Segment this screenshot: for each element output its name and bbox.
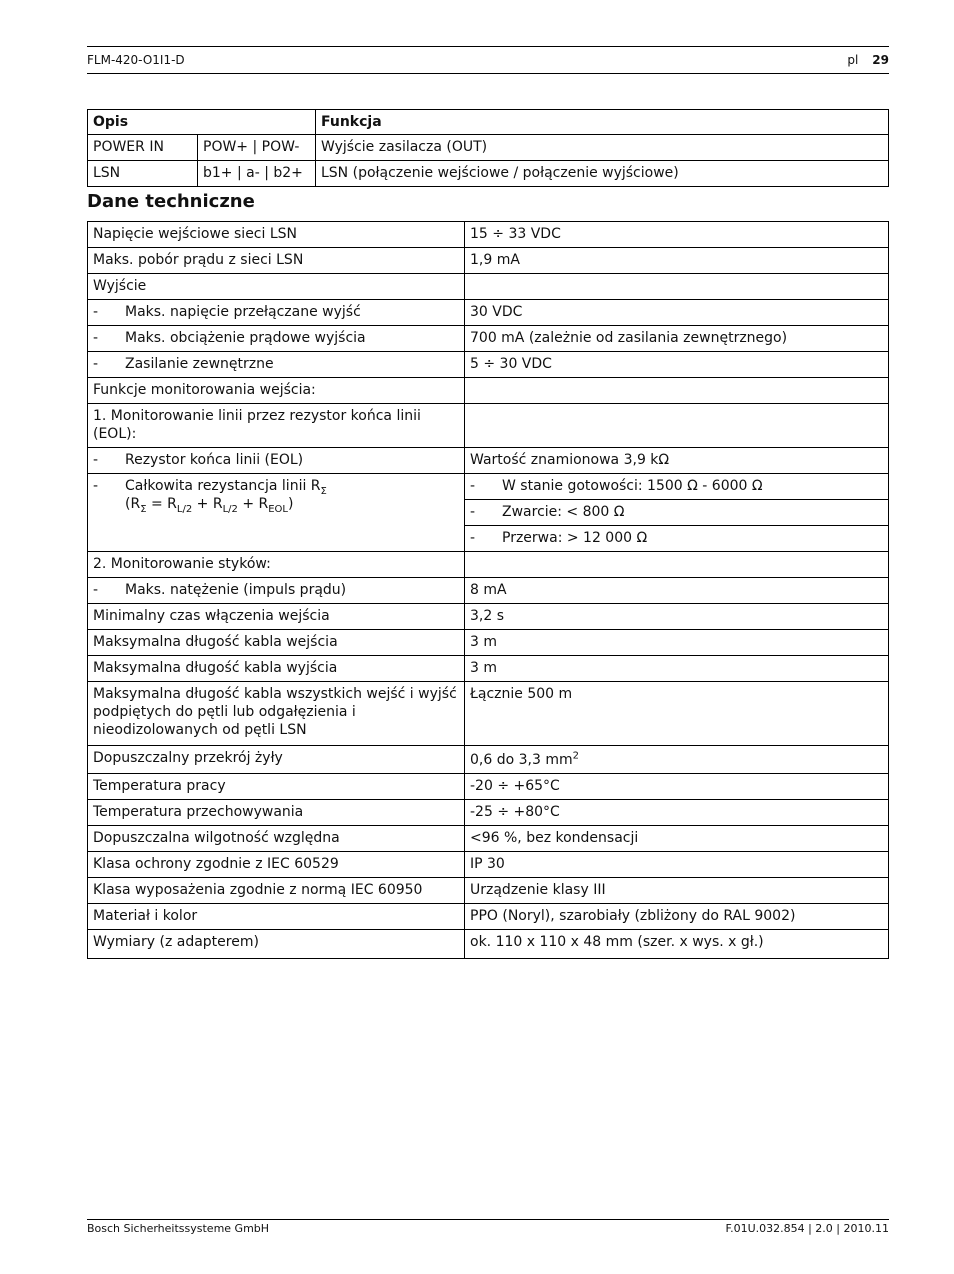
spec-value: 30 VDC [465, 300, 889, 326]
spec-value: Urządzenie klasy III [465, 878, 889, 904]
table-row [88, 800, 889, 826]
formula-part: (R [125, 496, 141, 512]
table-row [88, 300, 889, 326]
spec-label: Minimalny czas włączenia wejścia [88, 604, 465, 630]
table-row [88, 222, 889, 248]
table-row [88, 274, 889, 300]
spec-label: Maks. obciążenie prądowe wyjścia [125, 330, 366, 346]
table-row [88, 630, 889, 656]
formula-part: = R [146, 496, 177, 512]
connection-name: LSN [88, 161, 198, 187]
spec-label: Wyjście [88, 274, 465, 300]
list-dash: - [470, 478, 476, 494]
table-row [88, 904, 889, 930]
formula-subscript: L/2 [222, 503, 238, 515]
language-code: pl [847, 53, 859, 67]
resistance-formula [93, 495, 459, 513]
spec-label-cell [88, 300, 465, 326]
column-header-funkcja: Funkcja [316, 110, 889, 135]
spec-value: 8 mA [465, 578, 889, 604]
spec-label: Dopuszczalna wilgotność względna [88, 826, 465, 852]
spec-value: W stanie gotowości: 1500 Ω - 6000 Ω [502, 478, 763, 494]
specifications-table [87, 221, 889, 959]
list-dash: - [93, 582, 99, 598]
spec-label: Zasilanie zewnętrzne [125, 356, 274, 372]
table-row [88, 682, 889, 746]
spec-value-cell [465, 474, 889, 500]
table-row [88, 930, 889, 959]
spec-label: Maksymalna długość kabla wszystkich wejść i wyjść podpiętych do pętli lub odgałęzienia i nieodizolowanych od pętli LSN [88, 682, 465, 746]
table-row [88, 135, 889, 161]
page-footer [87, 1219, 889, 1235]
spec-label: Materiał i kolor [88, 904, 465, 930]
spec-label: Dopuszczalny przekrój żyły [88, 746, 465, 774]
list-dash: - [470, 530, 476, 546]
spec-label: Klasa wyposażenia zgodnie z normą IEC 60950 [88, 878, 465, 904]
connection-name: POWER IN [88, 135, 198, 161]
sigma-subscript: Σ [320, 485, 327, 497]
spec-label: Funkcje monitorowania wejścia: [88, 378, 465, 404]
spec-label: Klasa ochrony zgodnie z IEC 60529 [88, 852, 465, 878]
formula-part: ) [288, 496, 294, 512]
spec-label: 2. Monitorowanie styków: [88, 552, 465, 578]
spec-label: Temperatura przechowywania [88, 800, 465, 826]
spec-value: Przerwa: > 12 000 Ω [502, 530, 648, 546]
company-name: Bosch Sicherheitssysteme GmbH [87, 1222, 270, 1235]
spec-value [465, 552, 889, 578]
list-dash: - [93, 478, 99, 494]
spec-label: Maks. pobór prądu z sieci LSN [88, 248, 465, 274]
table-row [88, 656, 889, 682]
spec-label: Maksymalna długość kabla wyjścia [88, 656, 465, 682]
spec-label: Maksymalna długość kabla wejścia [88, 630, 465, 656]
spec-label: Maks. napięcie przełączane wyjść [125, 304, 361, 320]
spec-value: ok. 110 x 110 x 48 mm (szer. x wys. x gł.) [465, 930, 889, 959]
table-row [88, 746, 889, 774]
spec-label-wrap [125, 477, 327, 495]
connections-table [87, 109, 889, 187]
list-dash: - [93, 356, 99, 372]
spec-value [465, 404, 889, 448]
table-row [88, 878, 889, 904]
spec-label: Temperatura pracy [88, 774, 465, 800]
spec-value: Łącznie 500 m [465, 682, 889, 746]
spec-label-cell [88, 578, 465, 604]
spec-value: Wartość znamionowa 3,9 kΩ [465, 448, 889, 474]
spec-value: 3 m [465, 630, 889, 656]
spec-value: 5 ÷ 30 VDC [465, 352, 889, 378]
spec-value: 0,6 do 3,3 mm [470, 752, 573, 768]
spec-value: 1,9 mA [465, 248, 889, 274]
table-row [88, 448, 889, 474]
spec-value: Zwarcie: < 800 Ω [502, 504, 625, 520]
spec-label-cell [88, 326, 465, 352]
spec-label: Całkowita rezystancja linii R [125, 478, 321, 494]
table-row [88, 826, 889, 852]
table-row [88, 852, 889, 878]
formula-subscript: Σ [140, 503, 147, 515]
spec-value: PPO (Noryl), szarobiały (zbliżony do RAL 9002) [465, 904, 889, 930]
table-row [88, 552, 889, 578]
spec-value: 15 ÷ 33 VDC [465, 222, 889, 248]
formula-subscript: EOL [268, 503, 288, 515]
list-dash: - [93, 304, 99, 320]
page-header [87, 46, 889, 74]
spec-value-cell [465, 500, 889, 526]
table-row [88, 404, 889, 448]
document-reference: F.01U.032.854 | 2.0 | 2010.11 [725, 1222, 889, 1235]
spec-label-cell [88, 352, 465, 378]
spec-value-cell [465, 746, 889, 774]
list-dash: - [93, 452, 99, 468]
spec-value [465, 274, 889, 300]
connection-function: LSN (połączenie wejściowe / połączenie wyjściowe) [316, 161, 889, 187]
table-row [88, 578, 889, 604]
list-dash: - [470, 504, 476, 520]
table-row [88, 474, 889, 500]
spec-label: Wymiary (z adapterem) [88, 930, 465, 959]
spec-label: Rezystor końca linii (EOL) [125, 452, 304, 468]
section-title: Dane techniczne [87, 191, 255, 212]
table-row [88, 326, 889, 352]
connection-terminals: b1+ | a- | b2+ [198, 161, 316, 187]
spec-label: Napięcie wejściowe sieci LSN [88, 222, 465, 248]
column-header-opis: Opis [88, 110, 316, 135]
connection-function: Wyjście zasilacza (OUT) [316, 135, 889, 161]
list-dash: - [93, 330, 99, 346]
header-right [847, 53, 889, 67]
table-row [88, 378, 889, 404]
spec-value-cell [465, 526, 889, 552]
spec-value: <96 %, bez kondensacji [465, 826, 889, 852]
spec-value: IP 30 [465, 852, 889, 878]
table-row [88, 161, 889, 187]
spec-value [465, 378, 889, 404]
spec-value: -20 ÷ +65°C [465, 774, 889, 800]
formula-subscript: L/2 [176, 503, 193, 515]
doc-code: FLM-420-O1I1-D [87, 53, 185, 67]
table-row [88, 604, 889, 630]
spec-label-cell [88, 448, 465, 474]
spec-label-cell [88, 474, 465, 552]
table-row [88, 248, 889, 274]
spec-value: -25 ÷ +80°C [465, 800, 889, 826]
spec-label: 1. Monitorowanie linii przez rezystor końca linii (EOL): [88, 404, 465, 448]
spec-label: Maks. natężenie (impuls prądu) [125, 582, 347, 598]
formula-part: + R [237, 496, 269, 512]
connection-terminals: POW+ | POW- [198, 135, 316, 161]
table-header-row [88, 110, 889, 135]
formula-part: + R [192, 496, 223, 512]
page-number: 29 [872, 53, 889, 67]
spec-value: 3,2 s [465, 604, 889, 630]
table-row [88, 352, 889, 378]
superscript: 2 [572, 750, 579, 762]
spec-value: 3 m [465, 656, 889, 682]
spec-value: 700 mA (zależnie od zasilania zewnętrznego) [465, 326, 889, 352]
table-row [88, 774, 889, 800]
